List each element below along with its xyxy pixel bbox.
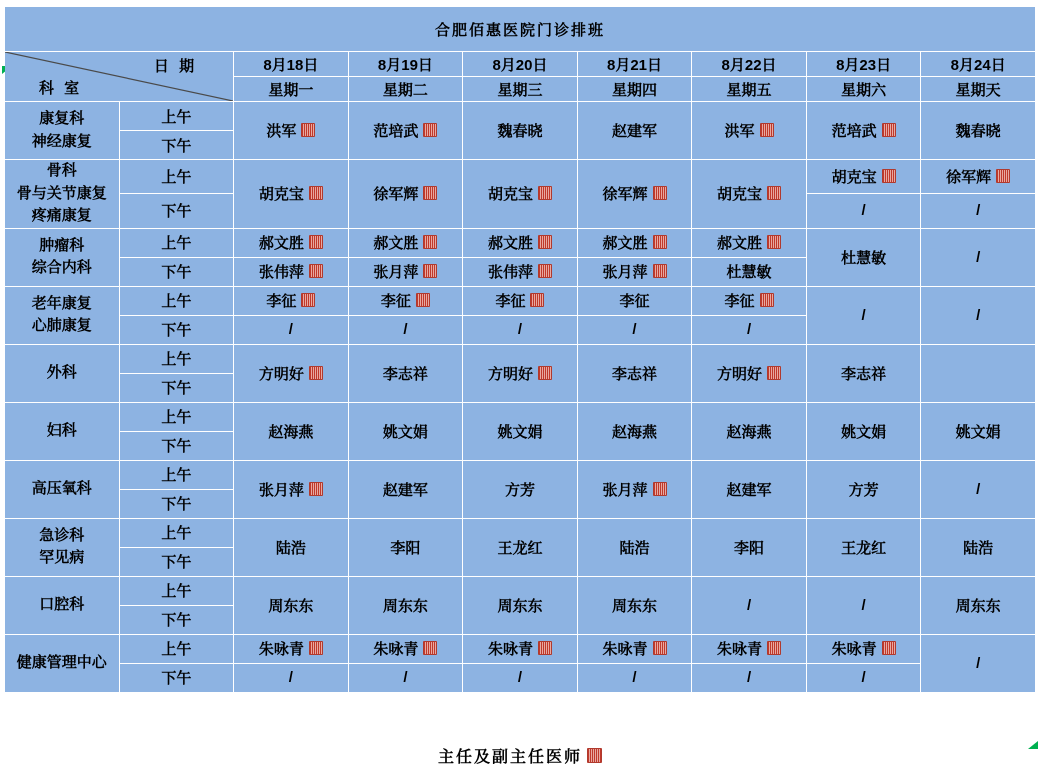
schedule-cell: [921, 634, 1036, 692]
senior-doctor-stamp-icon: [416, 293, 430, 307]
shift-label-pm: 下午: [119, 315, 234, 344]
schedule-cell-text: 李征: [380, 293, 411, 310]
schedule-cell: [577, 160, 692, 229]
schedule-cell-text: 范培武: [831, 123, 877, 140]
weekday-header-3: 星期三: [463, 77, 578, 102]
schedule-cell: [921, 460, 1036, 518]
footer-legend-label: 主任及副主任医师: [437, 749, 582, 766]
schedule-cell: [577, 402, 692, 460]
table-row: [5, 228, 1036, 257]
schedule-cell-text: 胡克宝: [487, 186, 533, 204]
table-row: [5, 663, 1036, 692]
schedule-cell-text: 姚文娟: [497, 423, 543, 441]
schedule-cell-text: /: [403, 669, 408, 686]
schedule-cell-text: /: [976, 654, 981, 672]
schedule-cell-text: /: [632, 669, 637, 686]
schedule-cell-text: 赵海燕: [726, 423, 772, 441]
senior-doctor-stamp-icon: [882, 641, 896, 655]
schedule-cell: [234, 402, 349, 460]
table-row: [5, 344, 1036, 373]
schedule-cell-text: 郝文胜: [717, 235, 763, 252]
date-header-3: 8月20日: [463, 52, 578, 77]
schedule-cell-text: 郝文胜: [373, 235, 419, 252]
schedule-cell: [692, 634, 807, 663]
schedule-cell: [463, 160, 578, 229]
shift-label-pm: 下午: [119, 131, 234, 160]
date-header-5: 8月22日: [692, 52, 807, 77]
schedule-cell: [577, 315, 692, 344]
dept-cell: 肿瘤科 综合内科: [5, 228, 120, 286]
schedule-cell-text: 李志祥: [612, 365, 658, 383]
schedule-cell-text: /: [976, 480, 981, 498]
schedule-cell: [577, 518, 692, 576]
dept-cell: 高压氧科: [5, 460, 120, 518]
schedule-cell-text: 张月萍: [602, 264, 648, 281]
schedule-cell-text: 姚文娟: [841, 423, 887, 441]
schedule-cell: [463, 286, 578, 315]
schedule-cell-text: 李征: [724, 293, 755, 310]
shift-label-pm: 下午: [119, 489, 234, 518]
schedule-cell: [577, 634, 692, 663]
schedule-cell: [348, 160, 463, 229]
schedule-cell-text: 徐军辉: [373, 186, 419, 204]
schedule-cell-text: /: [976, 202, 981, 220]
date-header-2: 8月19日: [348, 52, 463, 77]
schedule-cell-text: /: [632, 321, 637, 338]
schedule-sheet: [0, 6, 1040, 775]
schedule-cell: [348, 286, 463, 315]
schedule-cell: [234, 460, 349, 518]
senior-doctor-stamp-icon: [653, 482, 667, 496]
schedule-cell-text: 胡克宝: [258, 186, 304, 204]
schedule-cell-text: /: [861, 306, 866, 324]
schedule-cell-text: 赵海燕: [268, 423, 314, 441]
table-row: [5, 518, 1036, 547]
schedule-cell: [921, 286, 1036, 344]
senior-doctor-stamp-icon: [423, 123, 437, 137]
schedule-cell-text: 陆浩: [963, 539, 994, 557]
schedule-cell: [348, 518, 463, 576]
schedule-cell: [234, 286, 349, 315]
schedule-cell-text: /: [517, 669, 523, 686]
schedule-cell-text: 李阳: [734, 539, 765, 557]
schedule-cell: [692, 344, 807, 402]
schedule-cell-text: 张伟萍: [487, 264, 533, 281]
schedule-cell: [921, 194, 1036, 228]
schedule-cell-text: 赵海燕: [612, 423, 658, 441]
shift-label-am: 上午: [119, 576, 234, 605]
schedule-cell-text: 周东东: [955, 597, 1001, 615]
senior-doctor-stamp-icon: [309, 264, 323, 278]
table-row: [5, 576, 1036, 605]
schedule-cell: [692, 460, 807, 518]
senior-doctor-stamp-icon: [587, 748, 602, 763]
schedule-cell: [806, 634, 921, 663]
schedule-cell-text: 赵建军: [726, 481, 772, 499]
schedule-cell-text: 朱咏青: [717, 641, 763, 658]
schedule-cell: [348, 663, 463, 692]
schedule-cell: [692, 518, 807, 576]
senior-doctor-stamp-icon: [301, 123, 315, 137]
shift-label-pm: 下午: [119, 547, 234, 576]
schedule-cell: [348, 344, 463, 402]
schedule-cell: [348, 460, 463, 518]
shift-label-am: 上午: [119, 460, 234, 489]
shift-label-am: 上午: [119, 102, 234, 131]
senior-doctor-stamp-icon: [423, 235, 437, 249]
weekday-header-6: 星期六: [806, 77, 921, 102]
header-corner: [5, 52, 234, 102]
shift-label-am: 上午: [119, 160, 234, 194]
senior-doctor-stamp-icon: [309, 235, 323, 249]
schedule-cell: [921, 402, 1036, 460]
schedule-cell-text: 张月萍: [602, 481, 648, 499]
schedule-cell: [234, 518, 349, 576]
schedule-cell: [234, 228, 349, 257]
shift-label-pm: 下午: [119, 663, 234, 692]
senior-doctor-stamp-icon: [309, 641, 323, 655]
table-row: [5, 286, 1036, 315]
schedule-cell-text: /: [288, 669, 293, 686]
schedule-cell-text: 胡克宝: [831, 169, 877, 187]
schedule-cell: [463, 102, 578, 160]
schedule-cell-text: /: [861, 202, 866, 220]
schedule-cell: [577, 344, 692, 402]
schedule-cell-text: 张月萍: [373, 264, 419, 281]
schedule-cell-text: 郝文胜: [487, 235, 533, 252]
shift-label-am: 上午: [119, 402, 234, 431]
schedule-cell: [806, 102, 921, 160]
schedule-cell: [692, 286, 807, 315]
senior-doctor-stamp-icon: [767, 186, 781, 200]
schedule-cell: [577, 576, 692, 634]
schedule-cell-text: 朱咏青: [373, 641, 419, 658]
schedule-cell-text: 魏春晓: [955, 123, 1001, 140]
schedule-cell: [463, 460, 578, 518]
schedule-cell-text: 陆浩: [619, 539, 650, 557]
schedule-cell: [806, 460, 921, 518]
schedule-cell: [577, 257, 692, 286]
schedule-cell: [921, 160, 1036, 194]
schedule-cell-text: 方明好: [487, 365, 533, 383]
weekday-header-2: 星期二: [348, 77, 463, 102]
schedule-cell-text: 陆浩: [275, 539, 306, 557]
schedule-cell-text: 李志祥: [841, 365, 887, 383]
schedule-cell-text: 周东东: [497, 597, 543, 615]
senior-doctor-stamp-icon: [882, 123, 896, 137]
schedule-cell-text: 朱咏青: [258, 641, 304, 658]
schedule-cell: [806, 286, 921, 344]
schedule-cell-text: /: [976, 306, 981, 324]
schedule-cell: [921, 576, 1036, 634]
schedule-cell: [692, 160, 807, 229]
schedule-cell-text: 方明好: [258, 365, 304, 383]
shift-label-am: 上午: [119, 634, 234, 663]
schedule-cell: [692, 257, 807, 286]
page-title: 合肥佰惠医院门诊排班: [5, 7, 1036, 52]
schedule-cell-text: /: [861, 669, 866, 686]
date-header-7: 8月24日: [921, 52, 1036, 77]
schedule-cell: [348, 102, 463, 160]
schedule-cell-text: 郝文胜: [602, 235, 648, 252]
schedule-cell: [234, 160, 349, 229]
schedule-cell: [348, 402, 463, 460]
schedule-cell-text: 范培武: [373, 123, 419, 140]
schedule-cell: [234, 663, 349, 692]
shift-label-pm: 下午: [119, 194, 234, 228]
footer-legend: [0, 744, 1040, 767]
schedule-cell: [348, 576, 463, 634]
schedule-cell: [463, 257, 578, 286]
schedule-cell: [463, 663, 578, 692]
schedule-cell: [348, 257, 463, 286]
dept-cell: 外科: [5, 344, 120, 402]
schedule-cell: [692, 576, 807, 634]
schedule-cell: [234, 102, 349, 160]
table-row: [5, 160, 1036, 194]
schedule-cell-text: 朱咏青: [831, 641, 877, 658]
header-dept-label: 科 室: [39, 80, 83, 97]
shift-label-pm: 下午: [119, 257, 234, 286]
schedule-cell-text: 周东东: [612, 597, 658, 615]
schedule-cell-text: 周东东: [382, 597, 428, 615]
table-row: [5, 634, 1036, 663]
senior-doctor-stamp-icon: [653, 264, 667, 278]
schedule-cell: [806, 663, 921, 692]
shift-label-am: 上午: [119, 286, 234, 315]
table-row: [5, 460, 1036, 489]
weekday-header-5: 星期五: [692, 77, 807, 102]
schedule-cell: [577, 460, 692, 518]
schedule-cell-text: 周东东: [268, 597, 314, 615]
table-row: [5, 102, 1036, 131]
schedule-cell: [921, 102, 1036, 160]
schedule-cell-text: 朱咏青: [487, 641, 533, 658]
dept-cell: 康复科 神经康复: [5, 102, 120, 160]
schedule-cell: [577, 102, 692, 160]
schedule-cell-text: /: [861, 596, 866, 614]
schedule-cell: [806, 576, 921, 634]
schedule-cell-text: 王龙红: [841, 539, 887, 557]
senior-doctor-stamp-icon: [309, 366, 323, 380]
senior-doctor-stamp-icon: [767, 366, 781, 380]
schedule-cell: [348, 634, 463, 663]
senior-doctor-stamp-icon: [653, 235, 667, 249]
schedule-cell-text: 李阳: [390, 539, 421, 557]
schedule-table: [4, 6, 1036, 693]
schedule-cell: [463, 344, 578, 402]
senior-doctor-stamp-icon: [423, 641, 437, 655]
schedule-cell-text: 杜慧敏: [726, 264, 772, 281]
header-date-label: 日 期: [153, 58, 198, 75]
schedule-cell: [234, 576, 349, 634]
schedule-cell-text: 洪军: [724, 123, 755, 140]
date-header-4: 8月21日: [577, 52, 692, 77]
schedule-cell: [463, 315, 578, 344]
dept-cell: 老年康复 心肺康复: [5, 286, 120, 344]
schedule-cell-text: 魏春晓: [497, 123, 543, 140]
schedule-cell-text: 杜慧敏: [841, 249, 887, 267]
schedule-cell: [234, 257, 349, 286]
schedule-cell-text: 洪军: [266, 123, 297, 140]
senior-doctor-stamp-icon: [309, 482, 323, 496]
dept-cell: 骨科 骨与关节康复 疼痛康复: [5, 160, 120, 229]
schedule-cell: [692, 663, 807, 692]
schedule-cell-text: 方明好: [717, 365, 763, 383]
senior-doctor-stamp-icon: [996, 169, 1010, 183]
schedule-cell: [806, 194, 921, 228]
shift-label-pm: 下午: [119, 431, 234, 460]
senior-doctor-stamp-icon: [538, 186, 552, 200]
schedule-cell-text: /: [746, 321, 752, 338]
dept-cell: 健康管理中心: [5, 634, 120, 692]
schedule-cell-text: /: [288, 321, 293, 338]
schedule-cell: [577, 663, 692, 692]
shift-label-pm: 下午: [119, 373, 234, 402]
schedule-cell-text: /: [746, 596, 752, 614]
schedule-cell-text: 徐军辉: [602, 186, 648, 204]
schedule-cell-text: 姚文娟: [382, 423, 428, 441]
schedule-cell-text: 郝文胜: [258, 235, 304, 252]
schedule-cell: [463, 634, 578, 663]
shift-label-am: 上午: [119, 518, 234, 547]
weekday-header-1: 星期一: [234, 77, 349, 102]
schedule-cell: [806, 160, 921, 194]
schedule-cell: [234, 634, 349, 663]
schedule-cell: [921, 228, 1036, 286]
schedule-cell: [692, 102, 807, 160]
schedule-cell-text: 张月萍: [258, 481, 304, 499]
schedule-cell-text: /: [403, 321, 408, 338]
schedule-cell-text: 李志祥: [382, 365, 428, 383]
schedule-cell: [463, 576, 578, 634]
schedule-cell: [577, 228, 692, 257]
schedule-cell-text: 姚文娟: [955, 423, 1001, 441]
schedule-cell: [348, 315, 463, 344]
shift-label-am: 上午: [119, 344, 234, 373]
dept-cell: 妇科: [5, 402, 120, 460]
schedule-cell: [234, 315, 349, 344]
schedule-cell-text: 李征: [266, 293, 297, 310]
schedule-cell: [234, 344, 349, 402]
schedule-cell: [692, 228, 807, 257]
schedule-cell: [463, 228, 578, 257]
senior-doctor-stamp-icon: [760, 123, 774, 137]
schedule-cell: [806, 228, 921, 286]
senior-doctor-stamp-icon: [653, 186, 667, 200]
senior-doctor-stamp-icon: [301, 293, 315, 307]
senior-doctor-stamp-icon: [538, 366, 552, 380]
schedule-cell-text: 李征: [619, 293, 650, 310]
schedule-cell-text: 李征: [495, 293, 526, 310]
schedule-cell: [463, 402, 578, 460]
senior-doctor-stamp-icon: [538, 641, 552, 655]
senior-doctor-stamp-icon: [423, 186, 437, 200]
schedule-cell-text: /: [746, 669, 752, 686]
schedule-cell-text: 朱咏青: [602, 641, 648, 658]
dept-cell: 急诊科 罕见病: [5, 518, 120, 576]
senior-doctor-stamp-icon: [423, 264, 437, 278]
schedule-cell-text: 徐军辉: [946, 169, 992, 187]
schedule-cell-text: /: [976, 248, 981, 266]
weekday-header-4: 星期四: [577, 77, 692, 102]
schedule-cell: [806, 344, 921, 402]
schedule-cell-text: 方芳: [848, 481, 879, 499]
schedule-cell-text: /: [517, 321, 523, 338]
schedule-cell: [921, 518, 1036, 576]
senior-doctor-stamp-icon: [309, 186, 323, 200]
schedule-cell: [806, 402, 921, 460]
schedule-cell: [921, 344, 1036, 402]
senior-doctor-stamp-icon: [530, 293, 544, 307]
schedule-cell-text: 赵建军: [612, 123, 658, 140]
senior-doctor-stamp-icon: [767, 641, 781, 655]
schedule-cell-text: 方芳: [504, 481, 535, 499]
senior-doctor-stamp-icon: [653, 641, 667, 655]
schedule-cell-text: 张伟萍: [258, 264, 304, 281]
schedule-cell-text: 赵建军: [382, 481, 428, 499]
senior-doctor-stamp-icon: [882, 169, 896, 183]
schedule-cell: [692, 402, 807, 460]
shift-label-am: 上午: [119, 228, 234, 257]
table-row: [5, 402, 1036, 431]
schedule-cell: [692, 315, 807, 344]
shift-label-pm: 下午: [119, 605, 234, 634]
dept-cell: 口腔科: [5, 576, 120, 634]
weekday-header-7: 星期天: [921, 77, 1036, 102]
schedule-cell-text: 胡克宝: [717, 186, 763, 204]
schedule-cell-text: 王龙红: [497, 539, 543, 557]
senior-doctor-stamp-icon: [767, 235, 781, 249]
schedule-cell: [577, 286, 692, 315]
date-header-1: 8月18日: [234, 52, 349, 77]
senior-doctor-stamp-icon: [538, 264, 552, 278]
schedule-cell: [806, 518, 921, 576]
senior-doctor-stamp-icon: [760, 293, 774, 307]
schedule-cell: [348, 228, 463, 257]
schedule-cell: [463, 518, 578, 576]
senior-doctor-stamp-icon: [538, 235, 552, 249]
date-header-6: 8月23日: [806, 52, 921, 77]
